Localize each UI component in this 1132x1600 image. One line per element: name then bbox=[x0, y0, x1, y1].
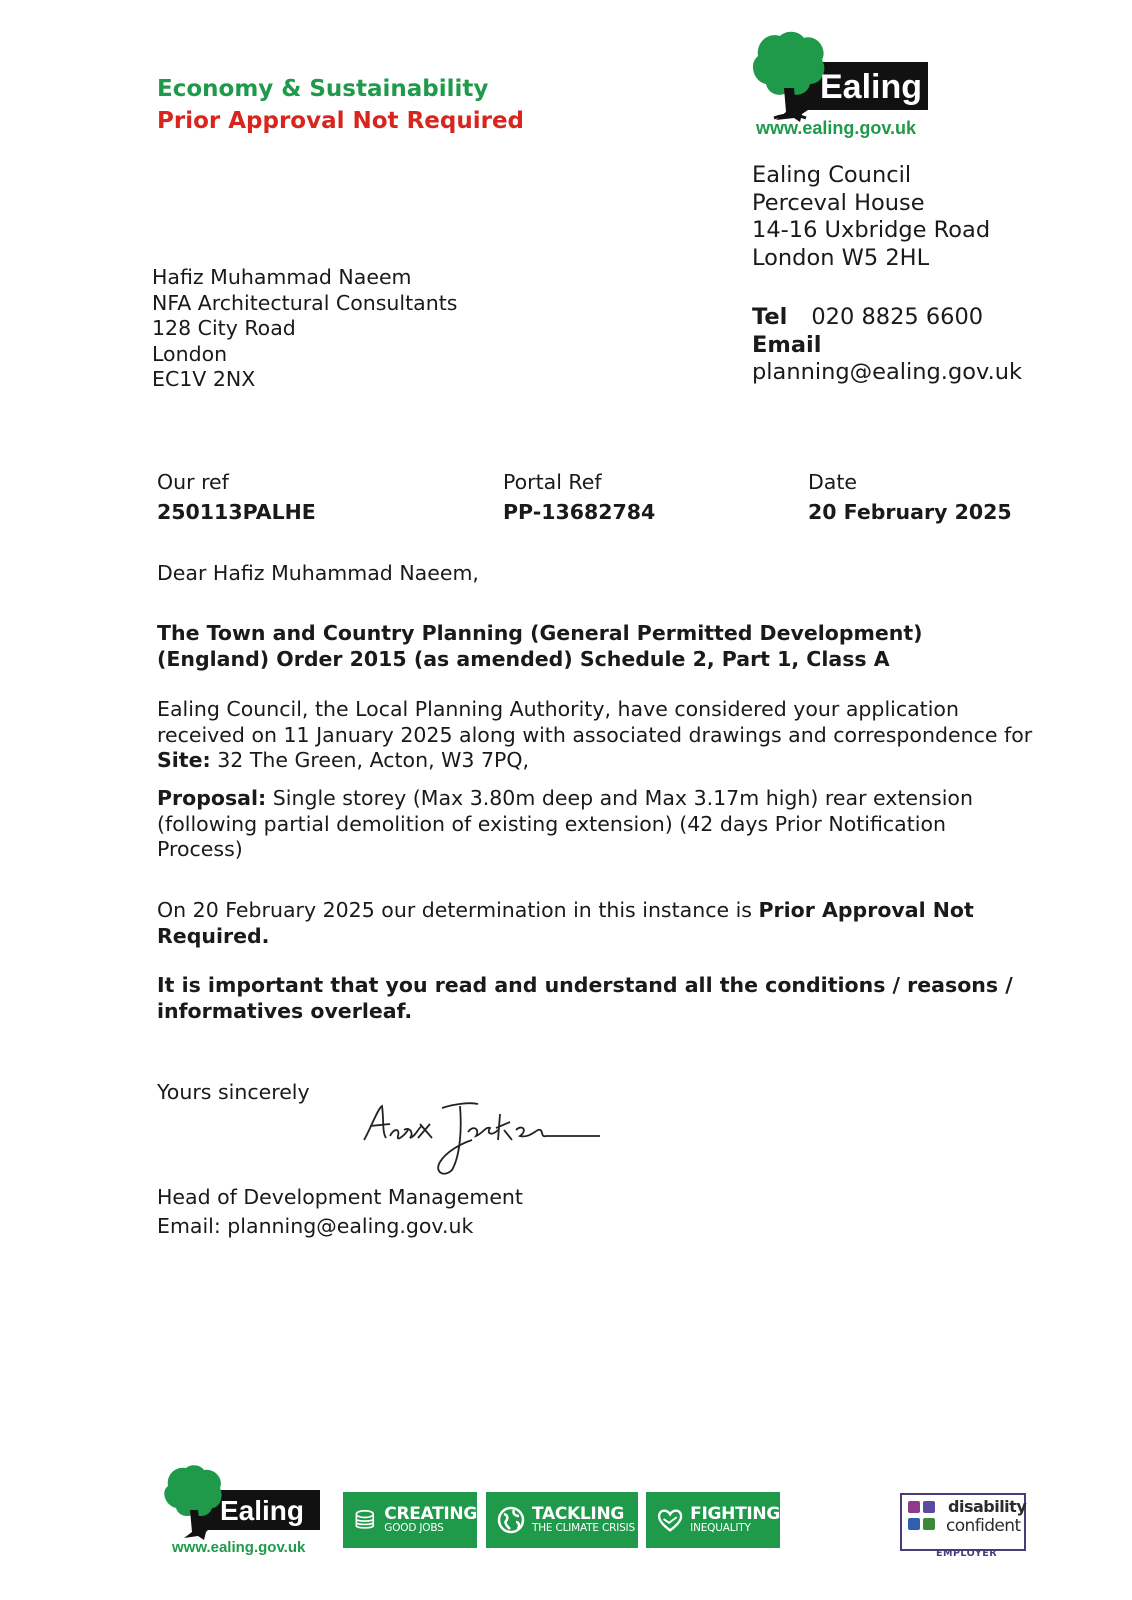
application-paragraph bbox=[157, 697, 1037, 774]
council-email[interactable]: planning@ealing.gov.uk bbox=[752, 359, 1023, 385]
portal-ref-label: Portal Ref bbox=[503, 470, 602, 494]
logo-wordmark: Ealing bbox=[820, 68, 923, 106]
council-address-line: London W5 2HL bbox=[752, 244, 930, 271]
disability-icon-square bbox=[923, 1501, 935, 1513]
recipient-line: NFA Architectural Consultants bbox=[152, 290, 458, 315]
portal-ref-value: PP-13682784 bbox=[503, 500, 656, 524]
council-address bbox=[752, 162, 990, 272]
proposal-text: Single storey (Max 3.80m deep and Max 3.17m high) rear extension (following partial demolition of existing extension) (42 days Prior Notification Process) bbox=[157, 786, 973, 861]
signature bbox=[360, 1100, 610, 1182]
council-address-line: Ealing Council bbox=[752, 162, 912, 188]
date-value: 20 February 2025 bbox=[808, 500, 1012, 524]
heart-hands-icon bbox=[656, 1505, 684, 1535]
handwritten-signature bbox=[360, 1100, 610, 1182]
confident-word: confident bbox=[946, 1516, 1021, 1536]
tel-label: Tel bbox=[752, 304, 788, 330]
coins-icon bbox=[353, 1505, 378, 1535]
order-title-line: (England) Order 2015 (as amended) Schedule 2, Part 1, Class A bbox=[157, 646, 890, 671]
department-heading: Economy & Sustainability bbox=[157, 76, 489, 102]
recipient-line: EC1V 2NX bbox=[152, 367, 256, 391]
order-title-line: The Town and Country Planning (General Permitted Development) bbox=[157, 621, 923, 645]
badge-tackling-climate-crisis bbox=[486, 1492, 638, 1548]
proposal-paragraph bbox=[157, 786, 1037, 863]
ealing-logo bbox=[750, 28, 958, 144]
badge-subtitle: INEQUALITY bbox=[690, 1522, 751, 1534]
employer-word: EMPLOYER bbox=[936, 1548, 998, 1559]
footer-tree-logo bbox=[162, 1462, 324, 1556]
site-label: Site: bbox=[157, 748, 211, 772]
disability-word: disability bbox=[948, 1497, 1027, 1516]
recipient-address bbox=[152, 265, 457, 393]
site-address: 32 The Green, Acton, W3 7PQ, bbox=[210, 748, 530, 772]
salutation: Dear Hafiz Muhammad Naeem, bbox=[157, 561, 479, 585]
signatory-block bbox=[157, 1185, 1037, 1239]
date-label: Date bbox=[808, 470, 857, 494]
badge-creating-good-jobs bbox=[343, 1492, 477, 1548]
badge-subtitle: GOOD JOBS bbox=[384, 1522, 444, 1534]
globe-icon bbox=[496, 1505, 526, 1535]
footer-logo-url: www.ealing.gov.uk bbox=[172, 1539, 306, 1556]
our-ref-value: 250113PALHE bbox=[157, 500, 316, 524]
determination-result: Prior Approval Not Required. bbox=[157, 898, 974, 948]
application-text: Ealing Council, the Local Planning Authority, have considered your application received on 11 January 2025 along with associated drawings and correspondence for bbox=[157, 697, 1033, 747]
footer-logo-wordmark: Ealing bbox=[220, 1495, 305, 1526]
important-notice: It is important that you read and understand all the conditions / reasons / informatives overleaf. bbox=[157, 973, 1013, 1023]
status-heading: Prior Approval Not Required bbox=[157, 108, 525, 134]
proposal-label: Proposal: bbox=[157, 786, 267, 810]
recipient-line: Hafiz Muhammad Naeem bbox=[152, 265, 412, 289]
our-ref bbox=[157, 467, 316, 527]
council-contact bbox=[752, 304, 1022, 387]
signatory-title: Head of Development Management bbox=[157, 1185, 523, 1209]
council-address-line: 14-16 Uxbridge Road bbox=[752, 217, 991, 243]
disability-icon-square bbox=[923, 1518, 935, 1530]
order-title bbox=[157, 621, 1037, 672]
footer-ealing-logo bbox=[162, 1462, 324, 1556]
portal-ref bbox=[503, 467, 655, 527]
disability-confident-logo bbox=[900, 1493, 1026, 1551]
badge-subtitle: THE CLIMATE CRISIS bbox=[532, 1522, 635, 1534]
determination-paragraph bbox=[157, 898, 1037, 949]
badge-title: CREATING bbox=[384, 1504, 477, 1524]
email-label: Email bbox=[752, 331, 822, 358]
badge-title: FIGHTING bbox=[690, 1504, 780, 1524]
badge-fighting-inequality bbox=[646, 1492, 780, 1548]
disability-icon-square bbox=[908, 1518, 920, 1530]
tel-number: 020 8825 6600 bbox=[811, 304, 984, 330]
council-address-line: Perceval House bbox=[752, 189, 925, 216]
our-ref-label: Our ref bbox=[157, 470, 229, 494]
disability-icon-square bbox=[908, 1501, 920, 1513]
badge-title: TACKLING bbox=[532, 1504, 625, 1524]
recipient-line: 128 City Road bbox=[152, 316, 296, 340]
logo-url: www.ealing.gov.uk bbox=[756, 118, 917, 138]
signatory-email[interactable]: Email: planning@ealing.gov.uk bbox=[157, 1213, 474, 1238]
ealing-tree-logo bbox=[750, 28, 958, 144]
recipient-line: London bbox=[152, 341, 228, 366]
closing: Yours sincerely bbox=[157, 1080, 310, 1104]
letter-date bbox=[808, 467, 1012, 527]
determination-text: On 20 February 2025 our determination in this instance is bbox=[157, 898, 759, 922]
